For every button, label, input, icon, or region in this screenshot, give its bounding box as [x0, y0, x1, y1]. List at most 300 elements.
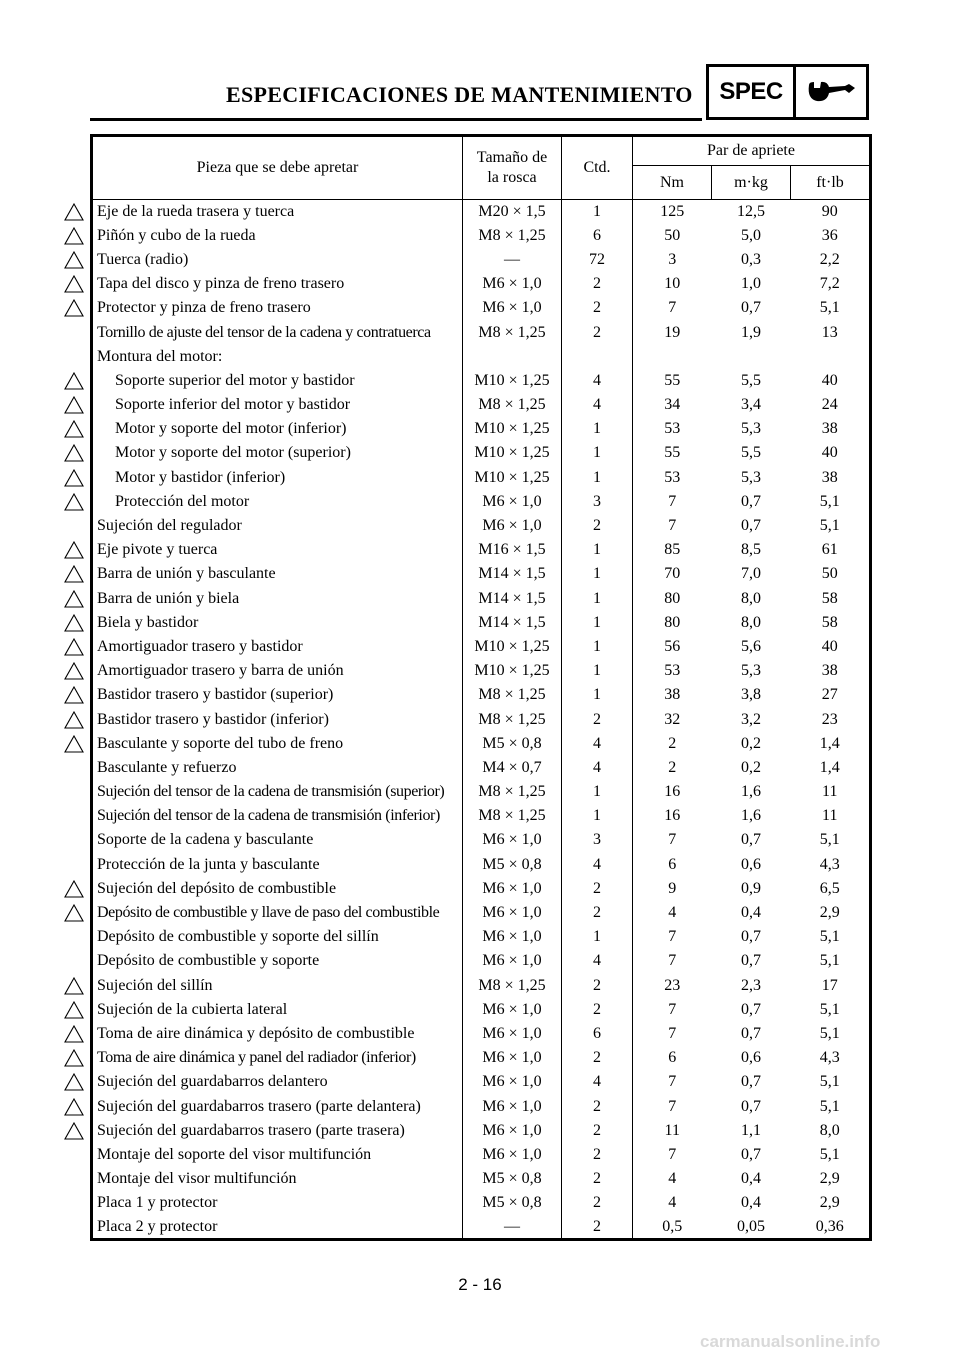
triangle-mark-icon [64, 275, 84, 293]
cell-name: Depósito de combustible y soporte [92, 949, 463, 973]
cell-name: Eje pivote y tuerca [92, 538, 463, 562]
triangle-mark-icon [64, 1073, 84, 1091]
cell-size: M16 × 1,5 [463, 538, 562, 562]
cell-ftlb: 2,9 [819, 1194, 840, 1212]
cell-qty: 2 [562, 1119, 633, 1143]
cell-nm: 7 [668, 952, 677, 970]
cell-qty: 1 [562, 466, 633, 490]
cell-name: Eje de la rueda trasera y tuerca [92, 200, 463, 224]
cell-ftlb: 24 [821, 396, 838, 414]
cell-size: M8 × 1,25 [463, 707, 562, 731]
cell-qty: 2 [562, 1167, 633, 1191]
cell-mkg: 3,4 [741, 396, 761, 414]
triangle-mark-icon [64, 711, 84, 729]
cell-qty: 1 [562, 441, 633, 465]
triangle-mark-icon [64, 203, 84, 221]
tightening-marks [64, 0, 86, 1358]
cell-mkg: 5,0 [741, 226, 761, 244]
cell-ftlb: 36 [821, 226, 838, 244]
cell-ftlb: 1,4 [819, 734, 840, 752]
cell-nm: 80 [664, 613, 681, 631]
triangle-mark-icon [64, 251, 84, 269]
table-row [92, 296, 871, 320]
cell-mkg: 0,2 [741, 734, 761, 752]
cell-size: M6 × 1,0 [463, 877, 562, 901]
triangle-mark-icon [64, 420, 84, 438]
triangle-mark-icon [64, 1001, 84, 1019]
cell-ftlb: 5,1 [819, 1097, 840, 1115]
cell-nm [633, 345, 712, 369]
cell-mkg: 8,5 [741, 541, 761, 559]
cell-nm: 19 [664, 323, 681, 341]
cell-qty: 2 [562, 707, 633, 731]
triangle-mark-icon [64, 1098, 84, 1116]
cell-size: M5 × 0,8 [463, 1191, 562, 1215]
cell-size: M8 × 1,25 [463, 780, 562, 804]
cell-nm: 7 [668, 928, 677, 946]
cell-ftlb: 5,1 [819, 1073, 840, 1091]
table-row [92, 441, 871, 465]
cell-qty: 4 [562, 756, 633, 780]
cell-name: Sujeción del depósito de combustible [92, 877, 463, 901]
cell-qty: 1 [562, 635, 633, 659]
cell-size: M5 × 0,8 [463, 1167, 562, 1191]
cell-name: Biela y bastidor [92, 611, 463, 635]
cell-nm: 55 [664, 371, 681, 389]
table-row [92, 853, 871, 877]
cell-ftlb: 27 [821, 686, 838, 704]
cell-name: Motor y bastidor (inferior) [92, 466, 463, 490]
cell-size: M4 × 0,7 [463, 756, 562, 780]
cell-name: Soporte de la cadena y basculante [92, 828, 463, 852]
cell-size: M6 × 1,0 [463, 998, 562, 1022]
cell-qty: 2 [562, 514, 633, 538]
cell-nm: 7 [668, 299, 677, 317]
table-row [92, 1215, 871, 1239]
table-row [92, 1094, 871, 1118]
col-header-nm: Nm [633, 166, 712, 200]
cell-ftlb: 11 [822, 807, 838, 825]
cell-name: Amortiguador trasero y barra de unión [92, 659, 463, 683]
cell-mkg: 8,0 [741, 589, 761, 607]
cell-size: — [463, 248, 562, 272]
table-row [92, 804, 871, 828]
cell-mkg: 0,7 [741, 1073, 761, 1091]
cell-size [463, 345, 562, 369]
cell-nm: 53 [664, 420, 681, 438]
table-row [92, 998, 871, 1022]
table-row [92, 949, 871, 973]
table-row [92, 756, 871, 780]
cell-ftlb: 6,5 [819, 879, 840, 897]
cell-qty: 4 [562, 732, 633, 756]
table-row [92, 974, 871, 998]
cell-ftlb: 5,1 [819, 1000, 840, 1018]
cell-mkg: 0,4 [741, 1194, 761, 1212]
cell-ftlb: 38 [821, 420, 838, 438]
cell-size: M6 × 1,0 [463, 1022, 562, 1046]
cell-nm: 6 [668, 855, 677, 873]
table-row [92, 828, 871, 852]
cell-nm: 6 [668, 1049, 677, 1067]
cell-qty: 1 [562, 587, 633, 611]
cell-mkg: 1,9 [741, 323, 761, 341]
col-header-mkg: m·kg [712, 166, 791, 200]
watermark: carmanualsonline.info [700, 1332, 881, 1351]
cell-ftlb: 90 [821, 202, 838, 220]
cell-mkg: 0,05 [737, 1217, 765, 1235]
cell-name: Protección del motor [92, 490, 463, 514]
cell-nm: 7 [668, 1024, 677, 1042]
cell-nm: 7 [668, 1097, 677, 1115]
cell-mkg: 8,0 [741, 613, 761, 631]
triangle-mark-icon [64, 444, 84, 462]
cell-nm: 55 [664, 444, 681, 462]
cell-mkg: 0,3 [741, 250, 761, 268]
cell-nm: 16 [664, 783, 681, 801]
triangle-mark-icon [64, 880, 84, 898]
cell-mkg: 1,1 [741, 1121, 761, 1139]
wrench-icon [796, 67, 866, 117]
cell-ftlb: 58 [821, 613, 838, 631]
table-row [92, 635, 871, 659]
thread-header-text: Tamaño de la rosca [476, 149, 548, 186]
cell-qty: 2 [562, 296, 633, 320]
cell-qty: 3 [562, 828, 633, 852]
cell-size: M6 × 1,0 [463, 949, 562, 973]
cell-ftlb: 4,3 [819, 1049, 840, 1067]
cell-size: M8 × 1,25 [463, 224, 562, 248]
cell-nm: 10 [664, 275, 681, 293]
cell-mkg: 0,7 [741, 1024, 761, 1042]
cell-size: M14 × 1,5 [463, 587, 562, 611]
cell-qty: 1 [562, 611, 633, 635]
cell-mkg: 0,4 [741, 904, 761, 922]
cell-nm: 23 [664, 976, 681, 994]
cell-mkg: 0,7 [741, 299, 761, 317]
spec-badge [706, 64, 869, 120]
cell-size: M10 × 1,25 [463, 369, 562, 393]
cell-size: M10 × 1,25 [463, 441, 562, 465]
cell-ftlb: 5,1 [819, 492, 840, 510]
cell-qty: 1 [562, 925, 633, 949]
cell-qty: 6 [562, 224, 633, 248]
table-row [92, 248, 871, 272]
table-row [92, 1167, 871, 1191]
cell-mkg: 0,7 [741, 1145, 761, 1163]
cell-size: M6 × 1,0 [463, 1046, 562, 1070]
triangle-mark-icon [64, 1025, 84, 1043]
triangle-mark-icon [64, 686, 84, 704]
cell-name: Barra de unión y biela [92, 587, 463, 611]
cell-nm: 7 [668, 831, 677, 849]
cell-ftlb: 7,2 [819, 275, 840, 293]
cell-size: M6 × 1,0 [463, 514, 562, 538]
cell-name: Sujeción del sillín [92, 974, 463, 998]
cell-size: M5 × 0,8 [463, 732, 562, 756]
cell-nm: 7 [668, 517, 677, 535]
table-row [92, 272, 871, 296]
triangle-mark-icon [64, 1049, 84, 1067]
cell-qty: 3 [562, 490, 633, 514]
cell-size: M6 × 1,0 [463, 828, 562, 852]
triangle-mark-icon [64, 904, 84, 922]
cell-mkg [712, 345, 791, 369]
cell-size: M14 × 1,5 [463, 562, 562, 586]
cell-mkg: 0,6 [741, 855, 761, 873]
col-header-thread [463, 136, 562, 200]
cell-qty: 2 [562, 320, 633, 344]
cell-qty: 1 [562, 804, 633, 828]
cell-size: M6 × 1,0 [463, 1070, 562, 1094]
cell-qty: 2 [562, 901, 633, 925]
table-row [92, 1191, 871, 1215]
cell-nm: 80 [664, 589, 681, 607]
triangle-mark-icon [64, 469, 84, 487]
cell-nm: 53 [664, 662, 681, 680]
triangle-mark-icon [64, 977, 84, 995]
cell-mkg: 0,7 [741, 492, 761, 510]
cell-name: Piñón y cubo de la rueda [92, 224, 463, 248]
cell-name: Sujeción del tensor de la cadena de transmisión (superior) [92, 780, 463, 804]
cell-qty: 2 [562, 1143, 633, 1167]
cell-ftlb: 38 [821, 662, 838, 680]
cell-mkg: 5,3 [741, 468, 761, 486]
cell-ftlb: 61 [821, 541, 838, 559]
cell-qty: 6 [562, 1022, 633, 1046]
cell-ftlb: 5,1 [819, 299, 840, 317]
cell-size: M8 × 1,25 [463, 804, 562, 828]
cell-name: Sujeción del guardabarros delantero [92, 1070, 463, 1094]
cell-mkg: 0,7 [741, 928, 761, 946]
cell-mkg: 5,3 [741, 662, 761, 680]
cell-qty: 2 [562, 1191, 633, 1215]
table-row [92, 587, 871, 611]
table-row [92, 538, 871, 562]
triangle-mark-icon [64, 227, 84, 245]
page-number: 2 - 16 [458, 1275, 502, 1294]
table-row [92, 683, 871, 707]
cell-qty: 1 [562, 417, 633, 441]
cell-name: Sujeción del guardabarros trasero (parte trasera) [92, 1119, 463, 1143]
cell-name: Motor y soporte del motor (inferior) [92, 417, 463, 441]
cell-qty: 4 [562, 393, 633, 417]
col-header-ftlb: ft·lb [791, 166, 871, 200]
cell-size: M8 × 1,25 [463, 683, 562, 707]
cell-nm: 4 [668, 904, 677, 922]
cell-name: Amortiguador trasero y bastidor [92, 635, 463, 659]
cell-size: M10 × 1,25 [463, 635, 562, 659]
cell-name: Sujeción del regulador [92, 514, 463, 538]
table-row [92, 490, 871, 514]
cell-ftlb: 17 [821, 976, 838, 994]
cell-mkg: 0,7 [741, 1000, 761, 1018]
cell-name: Soporte superior del motor y bastidor [92, 369, 463, 393]
cell-name: Montaje del soporte del visor multifunción [92, 1143, 463, 1167]
table-row [92, 780, 871, 804]
cell-ftlb: 2,9 [819, 1170, 840, 1188]
torque-table [90, 134, 872, 1241]
table-row [92, 369, 871, 393]
cell-name: Sujeción de la cubierta lateral [92, 998, 463, 1022]
cell-mkg: 5,5 [741, 371, 761, 389]
cell-nm: 11 [664, 1121, 680, 1139]
cell-qty: 2 [562, 1046, 633, 1070]
cell-qty: 4 [562, 853, 633, 877]
cell-ftlb: 5,1 [819, 928, 840, 946]
cell-mkg: 3,2 [741, 710, 761, 728]
cell-ftlb: 0,36 [815, 1217, 844, 1235]
cell-name: Soporte inferior del motor y bastidor [92, 393, 463, 417]
title-rule [90, 118, 702, 121]
cell-qty: 1 [562, 659, 633, 683]
cell-name: Sujeción del tensor de la cadena de transmisión (inferior) [92, 804, 463, 828]
cell-mkg: 0,2 [741, 758, 761, 776]
cell-size: M6 × 1,0 [463, 490, 562, 514]
cell-ftlb: 23 [821, 710, 838, 728]
cell-mkg: 5,5 [741, 444, 761, 462]
cell-name: Tuerca (radio) [92, 248, 463, 272]
cell-name: Motor y soporte del motor (superior) [92, 441, 463, 465]
cell-nm: 32 [664, 710, 681, 728]
cell-size: M8 × 1,25 [463, 320, 562, 344]
table-row [92, 417, 871, 441]
cell-nm: 2 [668, 734, 677, 752]
table-row [92, 320, 871, 344]
cell-nm: 70 [664, 565, 681, 583]
cell-name: Depósito de combustible y soporte del sillín [92, 925, 463, 949]
cell-nm: 56 [664, 637, 681, 655]
cell-nm: 16 [664, 807, 681, 825]
table-row [92, 611, 871, 635]
cell-qty: 4 [562, 949, 633, 973]
cell-qty [562, 345, 633, 369]
table-row [92, 345, 871, 369]
cell-nm: 125 [660, 202, 685, 220]
cell-size: M14 × 1,5 [463, 611, 562, 635]
col-header-qty: Ctd. [562, 136, 633, 200]
table-row [92, 514, 871, 538]
triangle-mark-icon [64, 372, 84, 390]
table-row [92, 1070, 871, 1094]
cell-nm: 7 [668, 1073, 677, 1091]
triangle-mark-icon [64, 299, 84, 317]
table-row [92, 466, 871, 490]
triangle-mark-icon [64, 565, 84, 583]
cell-ftlb: 5,1 [819, 1145, 840, 1163]
triangle-mark-icon [64, 614, 84, 632]
cell-name: Toma de aire dinámica y panel del radiador (inferior) [92, 1046, 463, 1070]
cell-size: M5 × 0,8 [463, 853, 562, 877]
triangle-mark-icon [64, 493, 84, 511]
cell-ftlb: 40 [821, 637, 838, 655]
cell-nm: 7 [668, 1000, 677, 1018]
cell-name: Tapa del disco y pinza de freno trasero [92, 272, 463, 296]
col-header-torque: Par de apriete [633, 136, 871, 166]
cell-name: Sujeción del guardabarros trasero (parte delantera) [92, 1094, 463, 1118]
cell-mkg: 12,5 [737, 202, 765, 220]
cell-nm: 53 [664, 468, 681, 486]
cell-ftlb: 38 [821, 468, 838, 486]
cell-size: M6 × 1,0 [463, 925, 562, 949]
table-row [92, 1046, 871, 1070]
cell-nm: 3 [668, 250, 677, 268]
cell-ftlb: 5,1 [819, 952, 840, 970]
cell-mkg: 0,7 [741, 831, 761, 849]
cell-nm: 34 [664, 396, 681, 414]
cell-nm: 2 [668, 758, 677, 776]
cell-name: Basculante y soporte del tubo de freno [92, 732, 463, 756]
cell-ftlb: 13 [821, 323, 838, 341]
table-row [92, 707, 871, 731]
cell-name: Montaje del visor multifunción [92, 1167, 463, 1191]
cell-size: M6 × 1,0 [463, 1143, 562, 1167]
cell-size: M6 × 1,0 [463, 1094, 562, 1118]
table-row [92, 877, 871, 901]
cell-nm: 9 [668, 879, 677, 897]
cell-size: M6 × 1,0 [463, 272, 562, 296]
cell-ftlb: 40 [821, 371, 838, 389]
triangle-mark-icon [64, 638, 84, 656]
cell-ftlb: 8,0 [819, 1121, 840, 1139]
cell-ftlb: 5,1 [819, 831, 840, 849]
cell-qty: 2 [562, 272, 633, 296]
cell-size: M10 × 1,25 [463, 466, 562, 490]
table-row [92, 732, 871, 756]
cell-mkg: 7,0 [741, 565, 761, 583]
cell-name: Placa 1 y protector [92, 1191, 463, 1215]
table-row [92, 1022, 871, 1046]
cell-name: Protección de la junta y basculante [92, 853, 463, 877]
cell-size: — [463, 1215, 562, 1239]
table-row [92, 393, 871, 417]
cell-name: Toma de aire dinámica y depósito de combustible [92, 1022, 463, 1046]
table-row [92, 224, 871, 248]
cell-ftlb [791, 345, 871, 369]
cell-name: Depósito de combustible y llave de paso del combustible [92, 901, 463, 925]
cell-qty: 1 [562, 200, 633, 224]
cell-ftlb: 40 [821, 444, 838, 462]
cell-name: Montura del motor: [92, 345, 463, 369]
cell-name: Basculante y refuerzo [92, 756, 463, 780]
cell-mkg: 1,6 [741, 807, 761, 825]
cell-qty: 72 [562, 248, 633, 272]
cell-size: M6 × 1,0 [463, 901, 562, 925]
cell-qty: 2 [562, 1215, 633, 1239]
cell-mkg: 0,7 [741, 1097, 761, 1115]
cell-name: Tornillo de ajuste del tensor de la cadena y contratuerca [92, 320, 463, 344]
cell-ftlb: 50 [821, 565, 838, 583]
table-row [92, 200, 871, 224]
triangle-mark-icon [64, 396, 84, 414]
cell-ftlb: 5,1 [819, 1024, 840, 1042]
cell-mkg: 0,4 [741, 1170, 761, 1188]
cell-nm: 0,5 [662, 1217, 683, 1235]
cell-mkg: 5,6 [741, 637, 761, 655]
cell-mkg: 0,6 [741, 1049, 761, 1067]
cell-mkg: 1,0 [741, 275, 761, 293]
cell-qty: 1 [562, 538, 633, 562]
cell-size: M6 × 1,0 [463, 1119, 562, 1143]
cell-qty: 1 [562, 562, 633, 586]
cell-name: Bastidor trasero y bastidor (superior) [92, 683, 463, 707]
cell-qty: 2 [562, 1094, 633, 1118]
cell-ftlb: 58 [821, 589, 838, 607]
cell-name: Placa 2 y protector [92, 1215, 463, 1239]
cell-size: M10 × 1,25 [463, 659, 562, 683]
table-row [92, 901, 871, 925]
cell-ftlb: 4,3 [819, 855, 840, 873]
